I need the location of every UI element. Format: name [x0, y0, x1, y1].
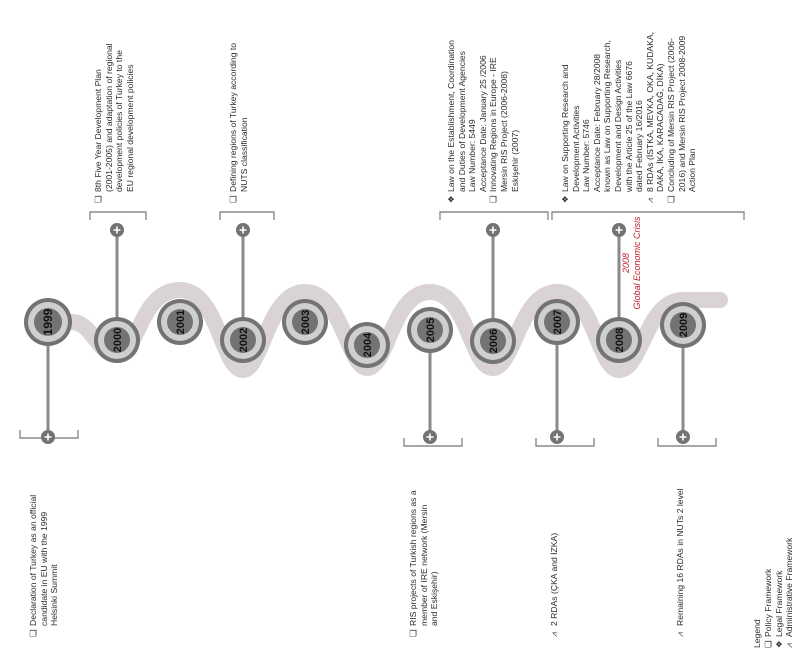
event-text-2000: [93, 13, 135, 203]
year-node-2006: [470, 318, 516, 364]
event-line-text: Remaining 16 RDAs in NUTs 2 level: [675, 488, 685, 626]
year-label: 2006: [488, 328, 500, 354]
event-line-text: Defining regions of Turkey according to: [228, 42, 238, 192]
event-line: [419, 447, 430, 637]
administrative-framework-icon: ⩘: [784, 643, 795, 648]
event-line-text: Mersin RIS Project (2006-2008): [498, 71, 509, 192]
bullet-icon: ❑: [665, 195, 676, 203]
event-line-text: known as Law on Supporting Research,: [602, 40, 613, 192]
year-label: 2003: [300, 309, 312, 335]
text-bracket: [90, 212, 146, 220]
event-line-text: Eskişehir (2007): [509, 129, 520, 192]
event-text-2009: [675, 447, 686, 637]
event-line-text: Innovating Regions in Europe - IRE: [488, 57, 499, 192]
text-bracket: [536, 438, 594, 446]
event-line: [408, 447, 419, 637]
event-line: [478, 8, 489, 203]
legend-item-legal: [774, 538, 785, 648]
event-line-text: Law Number: 5746: [581, 119, 592, 192]
bullet-icon: ❖: [560, 195, 570, 203]
year-node-2001: [157, 299, 203, 345]
crisis-annotation: [621, 198, 643, 328]
event-line: [49, 447, 60, 637]
event-line: [125, 13, 136, 203]
event-line-text: Declaration of Turkey as an official: [28, 494, 38, 626]
year-label: 1999: [41, 308, 55, 336]
event-line: [675, 447, 686, 637]
policy-framework-icon: ❑: [762, 640, 773, 648]
year-label: 2000: [112, 327, 124, 353]
event-line-text: NUTS classification: [238, 117, 249, 192]
legend-title: Legend: [752, 619, 762, 648]
year-label: 2005: [425, 317, 437, 343]
event-line-text: Law Number: 5449: [467, 119, 478, 192]
event-line-text: 8 RDAs (İSTKA, MEVKA, OKA, KUDAKA,: [644, 32, 655, 192]
bullet-icon: ❑: [408, 629, 418, 637]
bullet-icon: ❑: [93, 195, 103, 203]
event-line: [560, 3, 571, 203]
event-text-1999: [28, 447, 60, 637]
event-line-text: EU regional development policies: [124, 64, 135, 192]
bullet-icon: ⩘: [675, 632, 685, 637]
event-line: [429, 447, 440, 637]
year-label: 2008: [614, 327, 626, 353]
event-line-text: member of IRE network (Mersin: [418, 504, 429, 626]
bullet-icon: ⩘: [644, 198, 655, 203]
event-line: [571, 3, 582, 203]
year-node-2003: [282, 299, 328, 345]
event-line: [602, 3, 613, 203]
bullet-icon: ❑: [28, 629, 38, 637]
event-line: [488, 8, 499, 203]
event-text-2002: [228, 13, 249, 203]
event-line-text: Law on the Establishment, Coordination: [446, 40, 456, 192]
event-line-text: 2 RDAs (ÇKA and İZKA): [549, 532, 559, 626]
year-label: 2002: [238, 327, 250, 353]
event-line-text: Concluding of Mersin RIS Project (2006-: [665, 38, 676, 192]
event-line-text: 2016) and Mersin RIS Project 2008-2009: [676, 35, 687, 192]
event-line: [634, 3, 645, 203]
bullet-icon: ❑: [488, 195, 499, 203]
event-text-2006: [446, 8, 520, 203]
event-line-text: Law on Supporting Research and: [560, 64, 570, 192]
event-line: [592, 3, 603, 203]
event-line-text: (2001-2005) and adaptation of regional: [103, 43, 114, 192]
event-line: [39, 447, 50, 637]
legend-label: Legal Framework: [773, 570, 784, 637]
year-label: 2009: [678, 312, 690, 338]
event-line-text: Action Plan: [687, 148, 698, 192]
event-line: [457, 8, 468, 203]
event-text-2007: [549, 447, 560, 637]
event-line: [655, 3, 666, 203]
event-line-text: RIS projects of Turkish regions as a: [408, 490, 418, 626]
event-line-text: dated February 16/2016: [634, 100, 645, 192]
event-line: [581, 3, 592, 203]
event-line: [549, 447, 560, 637]
legend-item-policy: [763, 538, 774, 648]
year-node-2002: [220, 317, 266, 363]
year-node-2007: [534, 299, 580, 345]
event-line: [687, 3, 698, 203]
year-label: 2001: [175, 309, 187, 335]
text-bracket: [552, 212, 744, 220]
event-line-text: Development Activities: [570, 105, 581, 192]
event-line-text: and Duties of Development Agencies: [456, 51, 467, 192]
event-line-text: with the Article 25 of the Law 6676: [623, 61, 634, 192]
event-line: [613, 3, 624, 203]
year-label: 2007: [552, 309, 564, 335]
year-label: 2004: [362, 332, 374, 358]
bullet-icon: ⩘: [549, 632, 559, 637]
event-line: [28, 447, 39, 637]
event-line-text: Acceptance Date: February 28/2008: [591, 53, 602, 192]
legal-framework-icon: ❖: [773, 640, 784, 648]
event-line-text: Development and Design Activities: [612, 59, 623, 192]
event-text-2005: [408, 447, 440, 637]
event-text-2008: [560, 3, 698, 203]
event-line-text: Acceptance Date: January 25 /2006: [477, 55, 488, 192]
year-node-2004: [344, 322, 390, 368]
event-line: [446, 8, 457, 203]
event-line-text: development policies of Turkey to the: [114, 50, 125, 192]
event-line: [228, 13, 239, 203]
event-line-text: Helsinki Summit: [49, 564, 60, 626]
legend: [752, 538, 795, 648]
crisis-year: 2008: [621, 252, 631, 274]
crisis-label: Global Economic Crisis: [632, 216, 642, 310]
event-line: [467, 8, 478, 203]
text-bracket: [220, 212, 274, 220]
event-line: [645, 3, 656, 203]
event-line: [93, 13, 104, 203]
event-line-text: DAKA, İKA, KARACADAĞ, DİKA): [655, 63, 666, 192]
event-line: [499, 8, 510, 203]
event-line: [114, 13, 125, 203]
event-line: [624, 3, 635, 203]
event-line: [510, 8, 521, 203]
event-line: [666, 3, 677, 203]
bullet-icon: ❑: [228, 195, 238, 203]
year-node-2009: [660, 302, 706, 348]
legend-label: Administrative Framework: [784, 537, 795, 637]
bullet-icon: ❖: [446, 195, 456, 203]
legend-label: Policy Framework: [762, 568, 773, 637]
event-line-text: and Eskişehir): [429, 571, 440, 626]
text-bracket: [440, 212, 548, 220]
event-line-text: candidate in EU with the 1999: [38, 511, 49, 626]
year-node-2005: [407, 307, 453, 353]
year-node-1999: [24, 298, 72, 346]
year-node-2000: [94, 317, 140, 363]
event-line-text: 8th Five Year Development Plan: [93, 69, 103, 192]
event-line: [677, 3, 688, 203]
event-line: [239, 13, 250, 203]
event-line: [104, 13, 115, 203]
legend-item-administrative: [784, 538, 795, 648]
